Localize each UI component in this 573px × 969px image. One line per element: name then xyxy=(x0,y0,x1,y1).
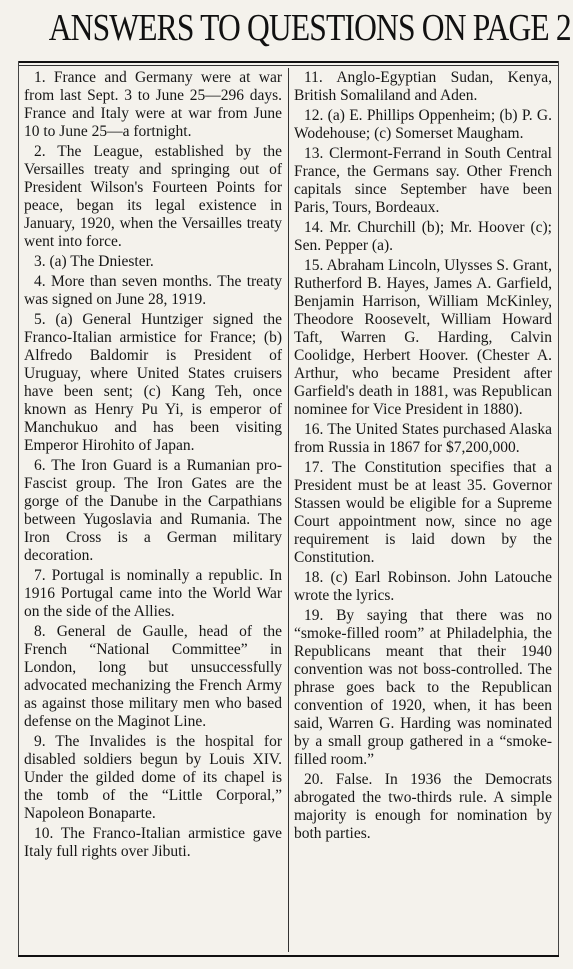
answer-4: 4. More than seven months. The treaty was signed on June 28, 1919. xyxy=(24,273,282,308)
answer-19: 19. By saying that there was no “smoke-filled room” at Philadelphia, the Republicans meant that their 1940 convention was not boss-controlled. The phrase goes back to the Republican convention of 1920, when, it has been said, Warren G. Harding was nominated by a small group gathered in a “smoke-filled room.” xyxy=(294,607,552,768)
answer-14: 14. Mr. Churchill (b); Mr. Hoover (c); Sen. Pepper (a). xyxy=(294,219,552,254)
answer-2: 2. The League, established by the Versailles treaty and springing out of President Wilson's Fourteen Points for peace, began its legal existence in January, 1920, when the Versailles treaty went into force. xyxy=(24,143,282,250)
right-column xyxy=(294,69,552,845)
answer-15: 15. Abraham Lincoln, Ulysses S. Grant, Rutherford B. Hayes, James A. Garfield, Benjamin Harrison, William McKinley, Theodore Roosevelt, William Howard Taft, Warren G. Harding, Calvin Coolidge, Herbert Hoover. (Chester A. Arthur, who became President after Garfield's death in 1881, was Republican nominee for Vice President in 1880). xyxy=(294,257,552,418)
left-column xyxy=(24,69,282,863)
top-rule-thin xyxy=(18,65,559,66)
answer-1: 1. France and Germany were at war from last Sept. 3 to June 25—296 days. France and Italy were at war from June 10 to June 25—a fortnight. xyxy=(24,69,282,140)
answer-17: 17. The Constitution specifies that a President must be at least 35. Governor Stassen would be eligible for a Supreme Court appointment now, since no age requirement is laid down by the Constitution. xyxy=(294,459,552,566)
answer-7: 7. Portugal is nominally a republic. In 1916 Portugal came into the World War on the side of the Allies. xyxy=(24,567,282,620)
answer-8: 8. General de Gaulle, head of the French “National Committee” in London, long but unsuccessfully advocated mechanizing the French Army as against those military men who based defense on the Maginot Line. xyxy=(24,623,282,730)
top-rule xyxy=(18,61,559,63)
answer-18: 18. (c) Earl Robinson. John Latouche wrote the lyrics. xyxy=(294,569,552,604)
answer-9: 9. The Invalides is the hospital for disabled soldiers begun by Louis XIV. Under the gilded dome of its chapel is the tomb of the “Little Corporal,” Napoleon Bonaparte. xyxy=(24,733,282,822)
bottom-rule xyxy=(18,955,559,957)
answer-12: 12. (a) E. Phillips Oppenheim; (b) P. G. Wodehouse; (c) Somerset Maugham. xyxy=(294,107,552,142)
column-divider xyxy=(288,68,289,952)
answer-13: 13. Clermont-Ferrand in South Central France, the Germans say. Other French capitals since September have been Paris, Tours, Bordeaux. xyxy=(294,145,552,216)
answer-3: 3. (a) The Dniester. xyxy=(34,253,154,270)
answer-10: 10. The Franco-Italian armistice gave Italy full rights over Jibuti. xyxy=(24,825,282,860)
answer-16: 16. The United States purchased Alaska from Russia in 1867 for $7,200,000. xyxy=(294,421,552,456)
answer-5: 5. (a) General Huntziger signed the Franco-Italian armistice for France; (b) Alfredo Baldomir is President of Uruguay, where United States cruisers have been sent; (c) Kang Teh, once known as Henry Pu Yi, is emperor of Manchukuo and has been visiting Emperor Hirohito of Japan. xyxy=(24,311,282,454)
headline: ANSWERS TO QUESTIONS ON PAGE 2 xyxy=(48,7,571,49)
answer-11: 11. Anglo-Egyptian Sudan, Kenya, British Somaliland and Aden. xyxy=(294,69,552,104)
answer-6: 6. The Iron Guard is a Rumanian pro-Fascist group. The Iron Gates are the gorge of the Danube in the Carpathians between Yugoslavia and Rumania. The Iron Cross is a German military decoration. xyxy=(24,457,282,564)
left-border xyxy=(18,61,19,957)
answer-20: 20. False. In 1936 the Democrats abrogated the two-thirds rule. A simple majority is enough for nomination by both parties. xyxy=(294,771,552,842)
right-border xyxy=(558,61,559,957)
